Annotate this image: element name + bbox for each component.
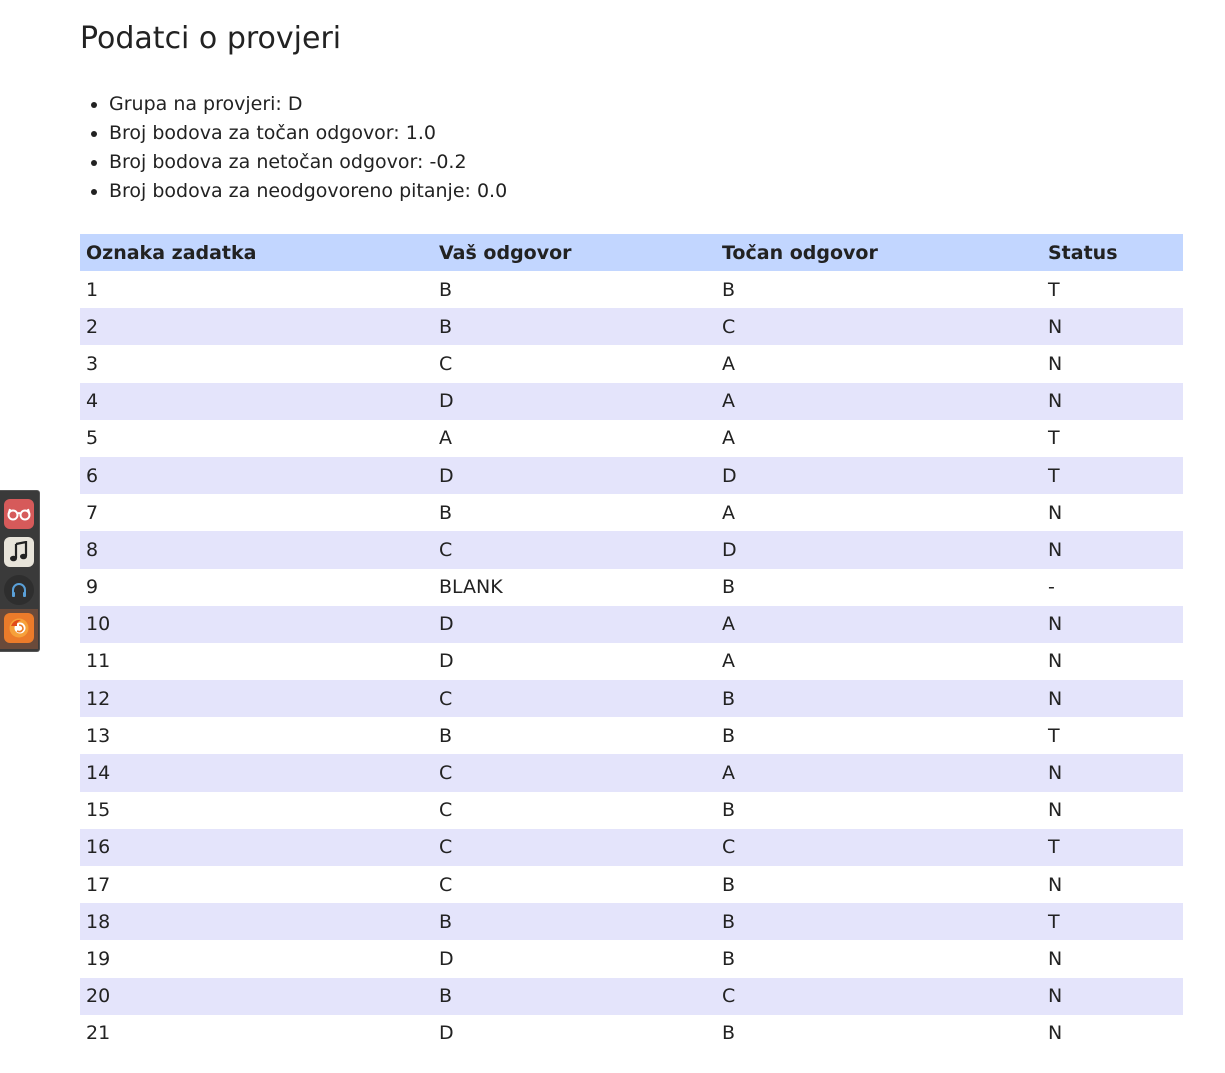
correct-answer-cell: A bbox=[722, 352, 735, 375]
correct-answer-cell: C bbox=[716, 829, 1042, 866]
your-answer-cell: C bbox=[433, 829, 716, 866]
your-answer-cell: D bbox=[439, 650, 454, 673]
correct-answer-cell: A bbox=[716, 754, 1042, 791]
task-label-cell: 9 bbox=[86, 576, 99, 599]
status-cell: T bbox=[1048, 427, 1060, 450]
table-row bbox=[80, 866, 1183, 903]
table-row bbox=[80, 940, 1183, 977]
correct-answer-cell: A bbox=[722, 427, 735, 450]
task-label-cell: 8 bbox=[80, 531, 433, 568]
task-label-cell: 7 bbox=[86, 501, 99, 524]
table-row bbox=[80, 903, 1183, 940]
status-cell: T bbox=[1048, 724, 1060, 747]
your-answer-cell: D bbox=[433, 383, 716, 420]
table-row bbox=[80, 680, 1183, 717]
your-answer-cell: A bbox=[439, 427, 452, 450]
your-answer-cell: BLANK bbox=[439, 576, 503, 599]
table-row bbox=[80, 494, 1183, 531]
page-title: Podatci o provjeri bbox=[80, 21, 342, 56]
your-answer-cell: C bbox=[439, 352, 453, 375]
your-answer-cell: D bbox=[433, 606, 716, 643]
task-label-cell: 19 bbox=[86, 947, 111, 970]
info-item-group: • Grupa na provjeri: D bbox=[109, 90, 1183, 119]
table-row bbox=[80, 531, 1183, 568]
status-cell: N bbox=[1048, 501, 1063, 524]
correct-answer-cell: B bbox=[716, 903, 1042, 940]
header-your-answer: Vaš odgovor bbox=[433, 234, 716, 271]
task-label-cell: 3 bbox=[86, 352, 99, 375]
status-cell: N bbox=[1048, 352, 1063, 375]
table-row bbox=[80, 792, 1183, 829]
correct-answer-cell: D bbox=[716, 457, 1042, 494]
music-icon[interactable] bbox=[4, 537, 34, 567]
table-row bbox=[80, 829, 1183, 866]
info-item-incorrect-points: • Broj bodova za netočan odgovor: -0.2 bbox=[109, 148, 1183, 177]
table-row bbox=[80, 606, 1183, 643]
task-label-cell: 10 bbox=[80, 606, 433, 643]
correct-answer-cell: B bbox=[722, 799, 736, 822]
table-row bbox=[80, 754, 1183, 791]
results-table bbox=[80, 234, 1183, 1052]
your-answer-cell: B bbox=[433, 978, 716, 1015]
correct-answer-cell: A bbox=[716, 606, 1042, 643]
task-label-cell: 2 bbox=[80, 308, 433, 345]
headphones-icon[interactable] bbox=[4, 575, 34, 605]
your-answer-cell: C bbox=[439, 799, 453, 822]
your-answer-cell: B bbox=[439, 278, 453, 301]
table-row bbox=[80, 978, 1183, 1015]
status-cell: T bbox=[1042, 457, 1183, 494]
status-cell: N bbox=[1048, 799, 1063, 822]
correct-answer-cell: B bbox=[722, 278, 736, 301]
table-header-row bbox=[80, 234, 1183, 271]
task-label-cell: 11 bbox=[86, 650, 111, 673]
correct-answer-cell: C bbox=[716, 308, 1042, 345]
table-row bbox=[80, 643, 1183, 680]
your-answer-cell: B bbox=[433, 308, 716, 345]
task-label-cell: 1 bbox=[86, 278, 99, 301]
status-cell: N bbox=[1048, 873, 1063, 896]
correct-answer-cell: A bbox=[722, 650, 735, 673]
table-row bbox=[80, 383, 1183, 420]
correct-answer-cell: D bbox=[716, 531, 1042, 568]
status-cell: N bbox=[1042, 978, 1183, 1015]
table-row bbox=[80, 271, 1183, 308]
your-answer-cell: C bbox=[433, 754, 716, 791]
firefox-icon[interactable] bbox=[4, 613, 34, 643]
correct-answer-cell: B bbox=[722, 1022, 736, 1045]
glasses-icon[interactable] bbox=[4, 499, 34, 529]
launcher-dock bbox=[0, 490, 40, 652]
correct-answer-cell: C bbox=[716, 978, 1042, 1015]
task-label-cell: 5 bbox=[86, 427, 99, 450]
results-body bbox=[80, 271, 1183, 1052]
your-answer-cell: C bbox=[439, 873, 453, 896]
header-task-label: Oznaka zadatka bbox=[80, 234, 433, 271]
status-cell: - bbox=[1048, 576, 1055, 599]
table-row bbox=[80, 1015, 1183, 1052]
status-cell: N bbox=[1042, 680, 1183, 717]
task-label-cell: 4 bbox=[80, 383, 433, 420]
exam-info-list bbox=[80, 90, 1183, 206]
status-cell: T bbox=[1042, 903, 1183, 940]
table-row bbox=[80, 308, 1183, 345]
info-item-unanswered-points: • Broj bodova za neodgovoreno pitanje: 0.0 bbox=[109, 177, 1183, 206]
table-row bbox=[80, 420, 1183, 457]
your-answer-cell: B bbox=[433, 903, 716, 940]
task-label-cell: 17 bbox=[86, 873, 111, 896]
status-cell: N bbox=[1042, 383, 1183, 420]
header-correct-answer: Točan odgovor bbox=[716, 234, 1042, 271]
task-label-cell: 13 bbox=[86, 724, 111, 747]
your-answer-cell: B bbox=[439, 501, 453, 524]
your-answer-cell: D bbox=[439, 1022, 454, 1045]
task-label-cell: 12 bbox=[80, 680, 433, 717]
status-cell: N bbox=[1042, 754, 1183, 791]
your-answer-cell: D bbox=[439, 947, 454, 970]
correct-answer-cell: B bbox=[722, 947, 736, 970]
correct-answer-cell: B bbox=[722, 873, 736, 896]
status-cell: N bbox=[1048, 650, 1063, 673]
header-status: Status bbox=[1042, 234, 1183, 271]
table-row bbox=[80, 717, 1183, 754]
status-cell: N bbox=[1048, 947, 1063, 970]
task-label-cell: 14 bbox=[80, 754, 433, 791]
correct-answer-cell: B bbox=[722, 576, 736, 599]
status-cell: N bbox=[1048, 1022, 1063, 1045]
task-label-cell: 20 bbox=[80, 978, 433, 1015]
status-cell: T bbox=[1042, 829, 1183, 866]
status-cell: N bbox=[1042, 531, 1183, 568]
your-answer-cell: B bbox=[439, 724, 453, 747]
status-cell: T bbox=[1048, 278, 1060, 301]
task-label-cell: 6 bbox=[80, 457, 433, 494]
correct-answer-cell: B bbox=[722, 724, 736, 747]
table-row bbox=[80, 345, 1183, 382]
your-answer-cell: C bbox=[433, 680, 716, 717]
task-label-cell: 18 bbox=[80, 903, 433, 940]
page-content bbox=[80, 0, 1183, 1052]
your-answer-cell: D bbox=[433, 457, 716, 494]
your-answer-cell: C bbox=[433, 531, 716, 568]
info-item-correct-points: • Broj bodova za točan odgovor: 1.0 bbox=[109, 119, 1183, 148]
task-label-cell: 15 bbox=[86, 799, 111, 822]
correct-answer-cell: A bbox=[722, 501, 735, 524]
table-row bbox=[80, 569, 1183, 606]
task-label-cell: 21 bbox=[86, 1022, 111, 1045]
task-label-cell: 16 bbox=[80, 829, 433, 866]
correct-answer-cell: A bbox=[716, 383, 1042, 420]
table-row bbox=[80, 457, 1183, 494]
status-cell: N bbox=[1042, 308, 1183, 345]
status-cell: N bbox=[1042, 606, 1183, 643]
correct-answer-cell: B bbox=[716, 680, 1042, 717]
